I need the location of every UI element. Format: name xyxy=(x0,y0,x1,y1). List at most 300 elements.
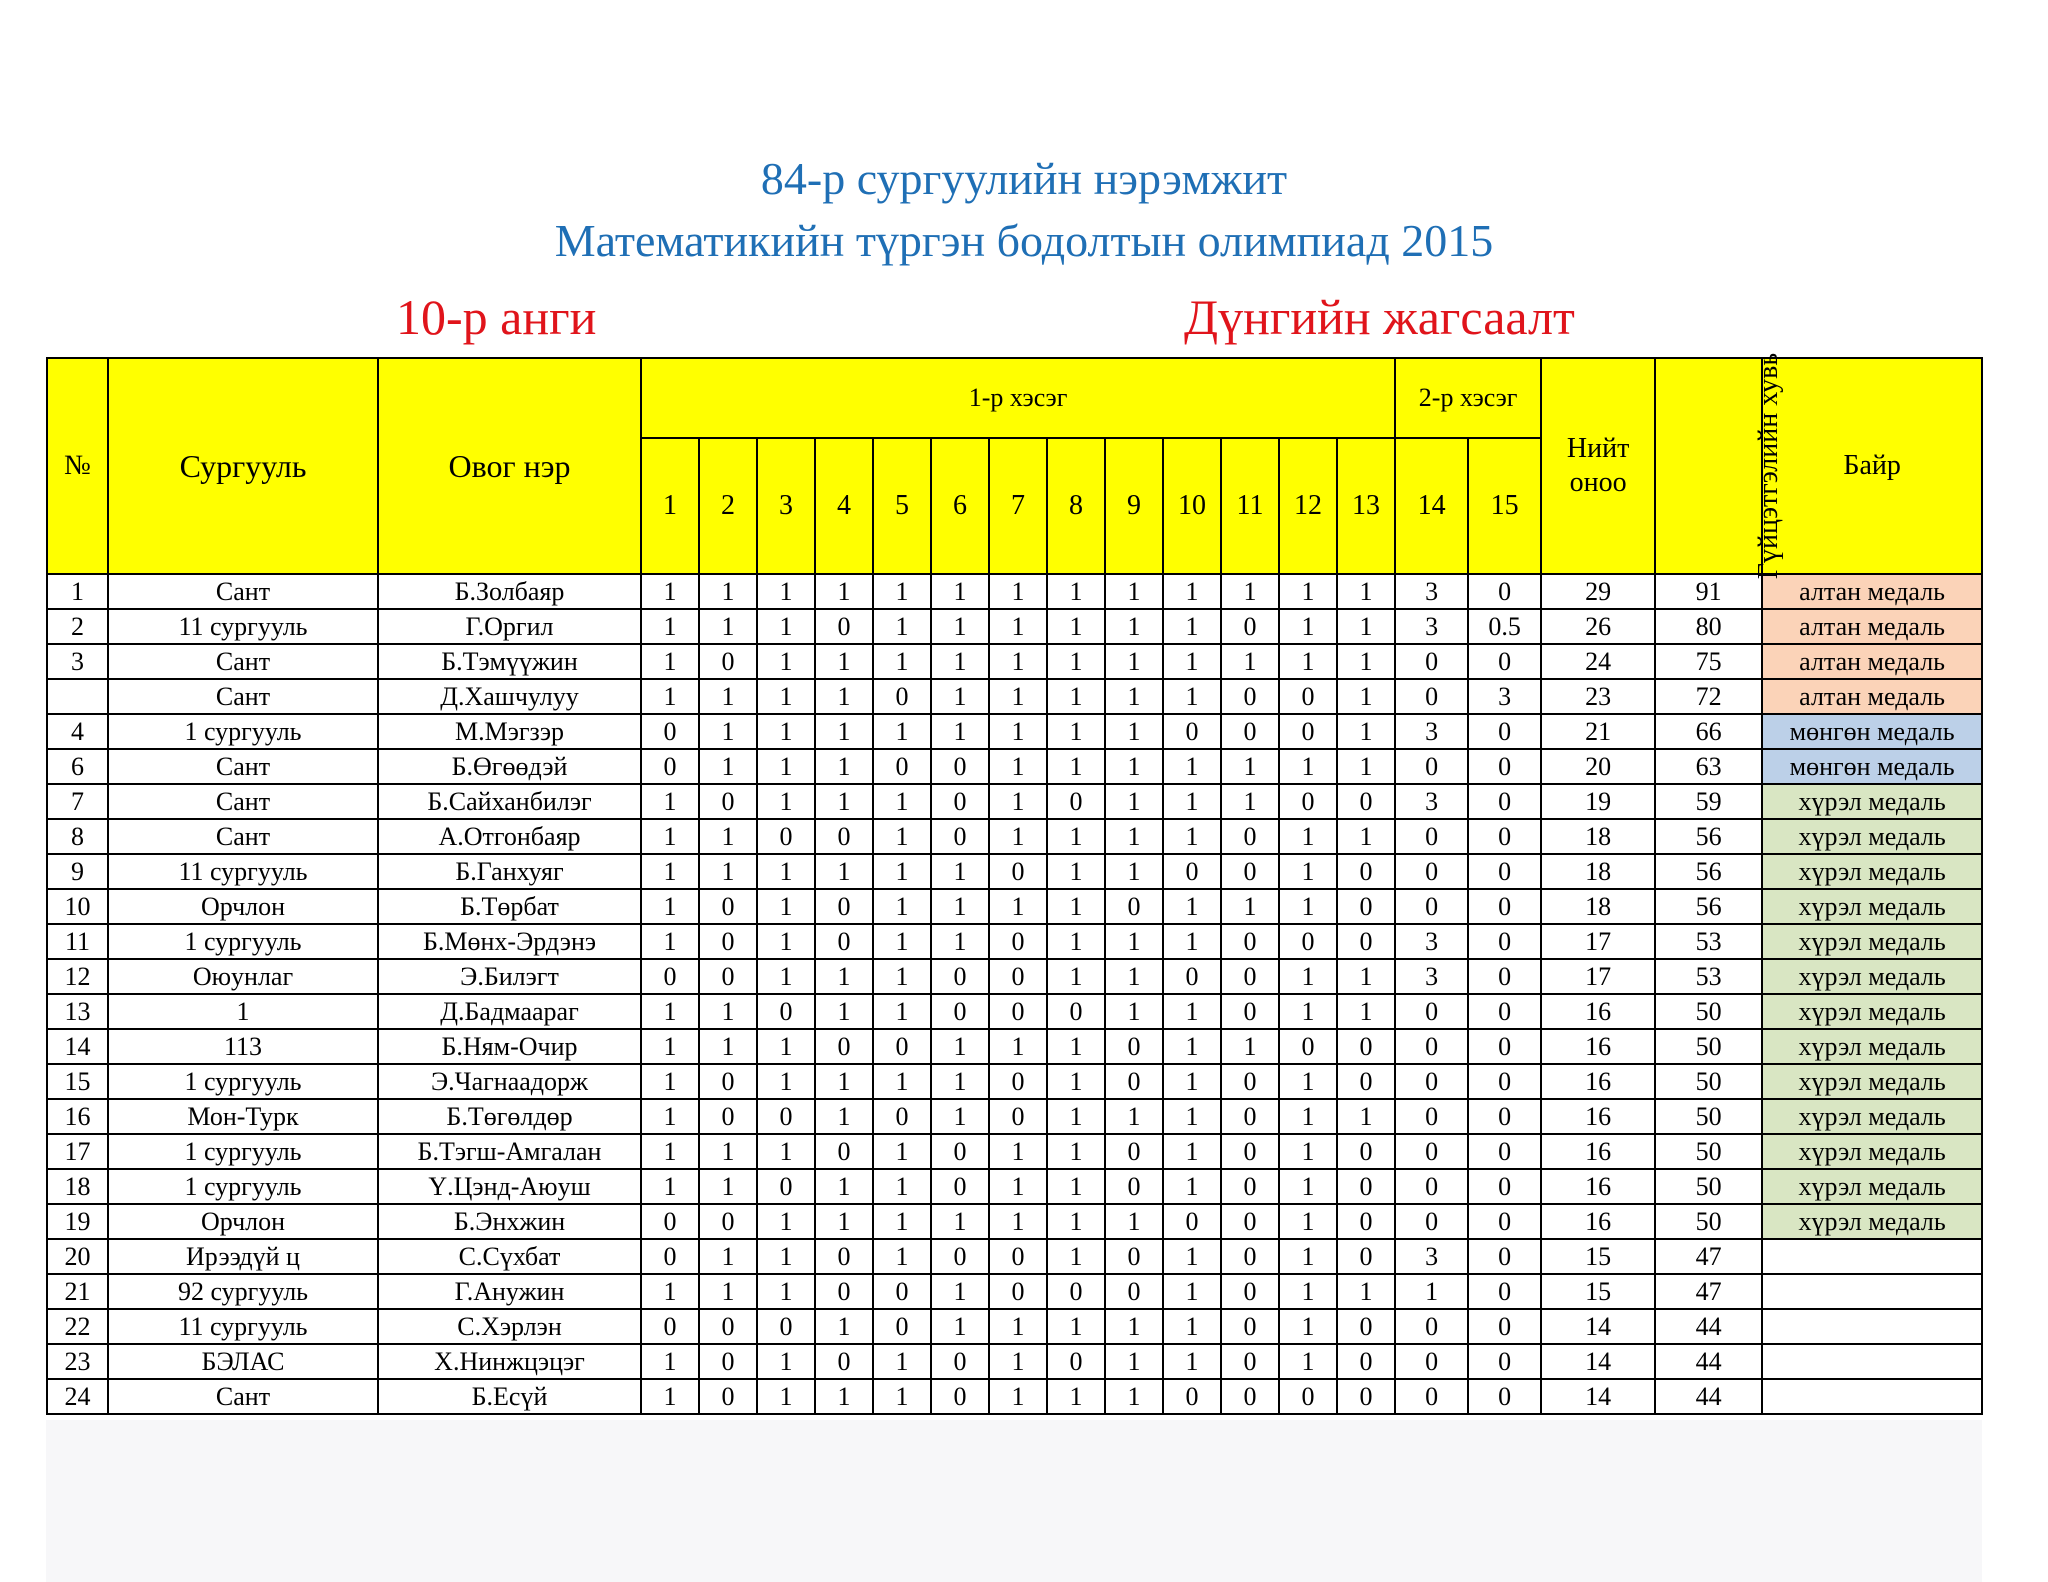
row-score-q1: 1 xyxy=(641,1134,699,1169)
row-score-q5: 0 xyxy=(873,1274,931,1309)
row-school: 1 сургууль xyxy=(108,1169,378,1204)
row-score-q14: 0 xyxy=(1395,1134,1468,1169)
row-score-q13: 0 xyxy=(1337,1344,1395,1379)
row-score-q11: 1 xyxy=(1221,749,1279,784)
row-percent: 72 xyxy=(1655,679,1762,714)
row-score-q6: 1 xyxy=(931,609,989,644)
row-score-q4: 0 xyxy=(815,1344,873,1379)
header-question-15: 15 xyxy=(1468,438,1541,574)
row-score-q11: 1 xyxy=(1221,1029,1279,1064)
row-score-q5: 1 xyxy=(873,784,931,819)
row-number: 4 xyxy=(47,714,108,749)
row-score-q8: 0 xyxy=(1047,1274,1105,1309)
row-score-q5: 1 xyxy=(873,854,931,889)
row-score-q13: 1 xyxy=(1337,1099,1395,1134)
row-score-q3: 1 xyxy=(757,1029,815,1064)
row-score-q3: 0 xyxy=(757,819,815,854)
row-score-q3: 1 xyxy=(757,854,815,889)
header-question-6: 6 xyxy=(931,438,989,574)
row-score-q11: 0 xyxy=(1221,1274,1279,1309)
row-score-q4: 1 xyxy=(815,749,873,784)
row-score-q3: 1 xyxy=(757,679,815,714)
row-number: 8 xyxy=(47,819,108,854)
row-score-q1: 1 xyxy=(641,1064,699,1099)
row-score-q2: 1 xyxy=(699,609,757,644)
row-percent: 47 xyxy=(1655,1274,1762,1309)
row-score-q11: 1 xyxy=(1221,644,1279,679)
row-score-q7: 0 xyxy=(989,924,1047,959)
row-school: Сант xyxy=(108,749,378,784)
row-score-q15: 0 xyxy=(1468,1239,1541,1274)
row-score-q2: 1 xyxy=(699,1169,757,1204)
row-score-q14: 0 xyxy=(1395,749,1468,784)
row-score-q13: 0 xyxy=(1337,1309,1395,1344)
row-score-q7: 0 xyxy=(989,1099,1047,1134)
results-title: Дүнгийн жагсаалт xyxy=(1184,289,1575,345)
row-score-q1: 0 xyxy=(641,1204,699,1239)
row-score-q12: 1 xyxy=(1279,994,1337,1029)
row-number xyxy=(47,679,108,714)
row-score-q14: 0 xyxy=(1395,889,1468,924)
row-score-q9: 1 xyxy=(1105,854,1163,889)
row-score-q9: 1 xyxy=(1105,749,1163,784)
row-score-q12: 1 xyxy=(1279,854,1337,889)
row-score-q12: 0 xyxy=(1279,1029,1337,1064)
row-score-q12: 1 xyxy=(1279,1274,1337,1309)
row-score-q9: 1 xyxy=(1105,644,1163,679)
row-score-q1: 1 xyxy=(641,609,699,644)
row-score-q13: 1 xyxy=(1337,819,1395,854)
row-score-q11: 0 xyxy=(1221,994,1279,1029)
row-score-q12: 1 xyxy=(1279,1309,1337,1344)
row-name: Х.Нинжцэцэг xyxy=(378,1344,641,1379)
row-score-q4: 1 xyxy=(815,854,873,889)
row-score-q11: 0 xyxy=(1221,924,1279,959)
row-place: хүрэл медаль xyxy=(1762,959,1982,994)
row-score-q3: 1 xyxy=(757,714,815,749)
row-score-q2: 0 xyxy=(699,889,757,924)
row-score-q6: 1 xyxy=(931,1029,989,1064)
row-score-q9: 1 xyxy=(1105,819,1163,854)
row-score-q2: 0 xyxy=(699,784,757,819)
row-school: 11 сургууль xyxy=(108,609,378,644)
row-score-q9: 0 xyxy=(1105,889,1163,924)
row-percent: 50 xyxy=(1655,994,1762,1029)
row-percent: 66 xyxy=(1655,714,1762,749)
row-score-q4: 1 xyxy=(815,714,873,749)
row-score-q13: 1 xyxy=(1337,994,1395,1029)
row-school: Сант xyxy=(108,574,378,609)
row-score-q10: 1 xyxy=(1163,994,1221,1029)
row-score-q12: 1 xyxy=(1279,889,1337,924)
row-score-q15: 0 xyxy=(1468,644,1541,679)
table-row xyxy=(47,1344,1982,1379)
row-score-q11: 0 xyxy=(1221,854,1279,889)
row-score-q5: 1 xyxy=(873,889,931,924)
row-score-q10: 1 xyxy=(1163,679,1221,714)
row-total: 17 xyxy=(1541,924,1655,959)
row-score-q1: 0 xyxy=(641,1309,699,1344)
row-score-q14: 1 xyxy=(1395,1274,1468,1309)
header-question-1: 1 xyxy=(641,438,699,574)
row-number: 6 xyxy=(47,749,108,784)
row-score-q8: 1 xyxy=(1047,924,1105,959)
row-number: 12 xyxy=(47,959,108,994)
row-total: 18 xyxy=(1541,889,1655,924)
header-percent xyxy=(1655,352,1785,580)
row-score-q4: 0 xyxy=(815,889,873,924)
row-score-q4: 1 xyxy=(815,1169,873,1204)
row-score-q14: 0 xyxy=(1395,1029,1468,1064)
row-score-q12: 1 xyxy=(1279,644,1337,679)
row-score-q11: 0 xyxy=(1221,1169,1279,1204)
row-score-q14: 0 xyxy=(1395,644,1468,679)
row-score-q5: 0 xyxy=(873,1309,931,1344)
row-score-q6: 1 xyxy=(931,714,989,749)
row-score-q9: 1 xyxy=(1105,994,1163,1029)
table-row xyxy=(47,574,1982,609)
row-score-q1: 1 xyxy=(641,784,699,819)
row-score-q10: 1 xyxy=(1163,1309,1221,1344)
row-score-q3: 1 xyxy=(757,1274,815,1309)
row-place: хүрэл медаль xyxy=(1762,1064,1982,1099)
row-score-q6: 0 xyxy=(931,1344,989,1379)
row-percent: 50 xyxy=(1655,1029,1762,1064)
row-score-q7: 1 xyxy=(989,1309,1047,1344)
row-score-q11: 0 xyxy=(1221,1239,1279,1274)
row-score-q3: 1 xyxy=(757,1239,815,1274)
row-total: 14 xyxy=(1541,1309,1655,1344)
row-school: Сант xyxy=(108,679,378,714)
row-score-q2: 0 xyxy=(699,644,757,679)
row-percent: 50 xyxy=(1655,1204,1762,1239)
row-score-q5: 0 xyxy=(873,1029,931,1064)
row-name: Б.Золбаяр xyxy=(378,574,641,609)
row-score-q12: 0 xyxy=(1279,784,1337,819)
row-number: 2 xyxy=(47,609,108,644)
table-row xyxy=(47,714,1982,749)
row-score-q1: 1 xyxy=(641,819,699,854)
row-score-q8: 1 xyxy=(1047,1099,1105,1134)
row-score-q5: 1 xyxy=(873,1204,931,1239)
row-score-q11: 0 xyxy=(1221,1379,1279,1414)
row-place: хүрэл медаль xyxy=(1762,1134,1982,1169)
row-score-q7: 1 xyxy=(989,1379,1047,1414)
row-place: хүрэл медаль xyxy=(1762,994,1982,1029)
row-score-q3: 1 xyxy=(757,1344,815,1379)
table-row xyxy=(47,1274,1982,1309)
row-percent: 56 xyxy=(1655,854,1762,889)
row-score-q3: 1 xyxy=(757,889,815,924)
row-total: 23 xyxy=(1541,679,1655,714)
row-score-q12: 1 xyxy=(1279,749,1337,784)
row-score-q9: 1 xyxy=(1105,679,1163,714)
row-score-q1: 1 xyxy=(641,1169,699,1204)
row-score-q7: 1 xyxy=(989,889,1047,924)
table-row xyxy=(47,1029,1982,1064)
row-score-q15: 0 xyxy=(1468,819,1541,854)
row-score-q15: 0 xyxy=(1468,854,1541,889)
row-place: хүрэл медаль xyxy=(1762,889,1982,924)
header-question-3: 3 xyxy=(757,438,815,574)
row-score-q11: 1 xyxy=(1221,574,1279,609)
row-total: 24 xyxy=(1541,644,1655,679)
row-place: алтан медаль xyxy=(1762,644,1982,679)
row-score-q11: 0 xyxy=(1221,679,1279,714)
row-score-q10: 0 xyxy=(1163,714,1221,749)
row-score-q7: 1 xyxy=(989,1029,1047,1064)
row-score-q1: 1 xyxy=(641,574,699,609)
row-score-q8: 1 xyxy=(1047,644,1105,679)
row-place: хүрэл медаль xyxy=(1762,924,1982,959)
row-score-q15: 0 xyxy=(1468,1064,1541,1099)
row-score-q5: 1 xyxy=(873,1344,931,1379)
row-score-q2: 1 xyxy=(699,994,757,1029)
row-score-q13: 0 xyxy=(1337,1204,1395,1239)
row-name: Б.Мөнх-Эрдэнэ xyxy=(378,924,641,959)
row-score-q5: 1 xyxy=(873,1064,931,1099)
row-score-q5: 1 xyxy=(873,1169,931,1204)
header-question-11: 11 xyxy=(1221,438,1279,574)
row-score-q10: 0 xyxy=(1163,1204,1221,1239)
row-score-q7: 1 xyxy=(989,1204,1047,1239)
row-number: 11 xyxy=(47,924,108,959)
row-score-q15: 0 xyxy=(1468,1029,1541,1064)
row-score-q1: 1 xyxy=(641,1029,699,1064)
row-score-q8: 1 xyxy=(1047,959,1105,994)
row-score-q2: 0 xyxy=(699,924,757,959)
row-score-q5: 1 xyxy=(873,1379,931,1414)
row-score-q11: 0 xyxy=(1221,609,1279,644)
row-score-q3: 1 xyxy=(757,1134,815,1169)
row-score-q1: 0 xyxy=(641,959,699,994)
row-score-q8: 1 xyxy=(1047,1204,1105,1239)
row-score-q12: 1 xyxy=(1279,1099,1337,1134)
row-score-q3: 1 xyxy=(757,749,815,784)
row-score-q7: 1 xyxy=(989,644,1047,679)
row-score-q14: 0 xyxy=(1395,1169,1468,1204)
table-row xyxy=(47,1064,1982,1099)
row-score-q8: 1 xyxy=(1047,819,1105,854)
row-score-q7: 0 xyxy=(989,994,1047,1029)
row-score-q7: 1 xyxy=(989,574,1047,609)
row-score-q7: 1 xyxy=(989,609,1047,644)
row-number: 14 xyxy=(47,1029,108,1064)
header-part-1: 1-р хэсэг xyxy=(641,358,1395,438)
row-score-q4: 1 xyxy=(815,784,873,819)
row-number: 17 xyxy=(47,1134,108,1169)
row-name: Б.Төрбат xyxy=(378,889,641,924)
row-school: 92 сургууль xyxy=(108,1274,378,1309)
row-score-q2: 0 xyxy=(699,959,757,994)
row-score-q15: 0 xyxy=(1468,1379,1541,1414)
row-total: 16 xyxy=(1541,1134,1655,1169)
row-score-q11: 1 xyxy=(1221,889,1279,924)
row-number: 24 xyxy=(47,1379,108,1414)
header-percent-label: Гүйцэтгэлийн хувь xyxy=(1753,352,1785,580)
row-score-q6: 0 xyxy=(931,959,989,994)
row-score-q1: 1 xyxy=(641,679,699,714)
row-score-q7: 1 xyxy=(989,819,1047,854)
row-score-q4: 0 xyxy=(815,1274,873,1309)
row-score-q11: 0 xyxy=(1221,1204,1279,1239)
table-row xyxy=(47,1379,1982,1414)
row-score-q3: 1 xyxy=(757,1379,815,1414)
row-score-q15: 0 xyxy=(1468,784,1541,819)
row-score-q2: 0 xyxy=(699,1379,757,1414)
row-score-q1: 1 xyxy=(641,854,699,889)
row-total: 18 xyxy=(1541,854,1655,889)
row-score-q3: 0 xyxy=(757,994,815,1029)
row-place xyxy=(1762,1344,1982,1379)
row-score-q9: 0 xyxy=(1105,1239,1163,1274)
row-school: Ирээдүй ц xyxy=(108,1239,378,1274)
row-score-q2: 1 xyxy=(699,854,757,889)
row-score-q14: 3 xyxy=(1395,959,1468,994)
row-name: М.Мэгзэр xyxy=(378,714,641,749)
row-score-q3: 1 xyxy=(757,1204,815,1239)
row-score-q10: 0 xyxy=(1163,959,1221,994)
row-total: 26 xyxy=(1541,609,1655,644)
row-place: хүрэл медаль xyxy=(1762,1169,1982,1204)
row-score-q3: 0 xyxy=(757,1309,815,1344)
row-score-q4: 1 xyxy=(815,959,873,994)
row-name: Б.Энхжин xyxy=(378,1204,641,1239)
row-score-q12: 1 xyxy=(1279,1064,1337,1099)
row-score-q4: 1 xyxy=(815,1204,873,1239)
row-score-q12: 1 xyxy=(1279,1134,1337,1169)
row-score-q9: 1 xyxy=(1105,924,1163,959)
row-score-q3: 0 xyxy=(757,1099,815,1134)
row-score-q13: 1 xyxy=(1337,574,1395,609)
row-score-q14: 0 xyxy=(1395,1204,1468,1239)
row-score-q8: 0 xyxy=(1047,994,1105,1029)
row-score-q5: 0 xyxy=(873,749,931,784)
row-score-q15: 0 xyxy=(1468,1344,1541,1379)
row-score-q5: 1 xyxy=(873,959,931,994)
row-score-q15: 0 xyxy=(1468,1099,1541,1134)
row-name: Д.Хашчулуу xyxy=(378,679,641,714)
row-number: 19 xyxy=(47,1204,108,1239)
row-score-q4: 0 xyxy=(815,609,873,644)
row-score-q10: 1 xyxy=(1163,1344,1221,1379)
row-percent: 80 xyxy=(1655,609,1762,644)
row-score-q8: 1 xyxy=(1047,1379,1105,1414)
row-percent: 53 xyxy=(1655,959,1762,994)
row-score-q13: 0 xyxy=(1337,1169,1395,1204)
row-total: 20 xyxy=(1541,749,1655,784)
row-percent: 47 xyxy=(1655,1239,1762,1274)
row-score-q14: 3 xyxy=(1395,924,1468,959)
row-score-q6: 1 xyxy=(931,1309,989,1344)
row-score-q9: 1 xyxy=(1105,574,1163,609)
row-score-q12: 1 xyxy=(1279,574,1337,609)
row-total: 19 xyxy=(1541,784,1655,819)
row-score-q13: 1 xyxy=(1337,609,1395,644)
row-score-q3: 1 xyxy=(757,1064,815,1099)
header-place: Байр xyxy=(1762,358,1982,574)
row-score-q10: 1 xyxy=(1163,749,1221,784)
row-score-q5: 1 xyxy=(873,574,931,609)
row-score-q7: 0 xyxy=(989,1239,1047,1274)
header-question-9: 9 xyxy=(1105,438,1163,574)
row-number: 13 xyxy=(47,994,108,1029)
row-score-q10: 1 xyxy=(1163,644,1221,679)
row-total: 15 xyxy=(1541,1239,1655,1274)
row-score-q14: 0 xyxy=(1395,819,1468,854)
row-score-q9: 1 xyxy=(1105,1309,1163,1344)
row-score-q4: 0 xyxy=(815,1134,873,1169)
row-score-q5: 1 xyxy=(873,924,931,959)
row-number: 7 xyxy=(47,784,108,819)
row-number: 10 xyxy=(47,889,108,924)
row-name: Б.Төгөлдөр xyxy=(378,1099,641,1134)
row-score-q2: 1 xyxy=(699,819,757,854)
header-no: № xyxy=(47,358,108,574)
row-percent: 91 xyxy=(1655,574,1762,609)
row-score-q13: 1 xyxy=(1337,1274,1395,1309)
row-school: 1 сургууль xyxy=(108,924,378,959)
row-name: Г.Анужин xyxy=(378,1274,641,1309)
row-score-q9: 1 xyxy=(1105,1344,1163,1379)
row-score-q11: 0 xyxy=(1221,1099,1279,1134)
row-score-q12: 1 xyxy=(1279,959,1337,994)
row-name: Б.Тэмүүжин xyxy=(378,644,641,679)
row-number: 16 xyxy=(47,1099,108,1134)
row-total: 21 xyxy=(1541,714,1655,749)
row-total: 16 xyxy=(1541,1064,1655,1099)
row-score-q1: 1 xyxy=(641,889,699,924)
grade-label: 10-р анги xyxy=(396,289,597,345)
row-total: 16 xyxy=(1541,1099,1655,1134)
table-row xyxy=(47,679,1982,714)
row-score-q6: 1 xyxy=(931,1204,989,1239)
row-score-q4: 0 xyxy=(815,1239,873,1274)
row-score-q15: 0 xyxy=(1468,924,1541,959)
table-row xyxy=(47,1204,1982,1239)
row-score-q15: 0 xyxy=(1468,1274,1541,1309)
row-score-q3: 1 xyxy=(757,924,815,959)
row-score-q10: 1 xyxy=(1163,1274,1221,1309)
row-score-q2: 1 xyxy=(699,679,757,714)
row-score-q12: 1 xyxy=(1279,1204,1337,1239)
row-score-q14: 0 xyxy=(1395,679,1468,714)
row-score-q2: 0 xyxy=(699,1204,757,1239)
row-total: 16 xyxy=(1541,1029,1655,1064)
row-percent: 50 xyxy=(1655,1134,1762,1169)
row-score-q10: 1 xyxy=(1163,1099,1221,1134)
row-score-q8: 1 xyxy=(1047,609,1105,644)
row-score-q5: 1 xyxy=(873,714,931,749)
row-score-q9: 1 xyxy=(1105,609,1163,644)
row-number: 23 xyxy=(47,1344,108,1379)
results-table xyxy=(46,352,1983,1415)
row-number: 1 xyxy=(47,574,108,609)
row-percent: 53 xyxy=(1655,924,1762,959)
row-score-q4: 1 xyxy=(815,1379,873,1414)
row-score-q13: 0 xyxy=(1337,1064,1395,1099)
header-question-4: 4 xyxy=(815,438,873,574)
row-score-q6: 1 xyxy=(931,854,989,889)
row-score-q6: 1 xyxy=(931,679,989,714)
row-score-q9: 0 xyxy=(1105,1134,1163,1169)
row-percent: 75 xyxy=(1655,644,1762,679)
row-score-q13: 0 xyxy=(1337,854,1395,889)
row-score-q15: 0 xyxy=(1468,1134,1541,1169)
row-place xyxy=(1762,1309,1982,1344)
row-score-q15: 3 xyxy=(1468,679,1541,714)
row-percent: 56 xyxy=(1655,819,1762,854)
